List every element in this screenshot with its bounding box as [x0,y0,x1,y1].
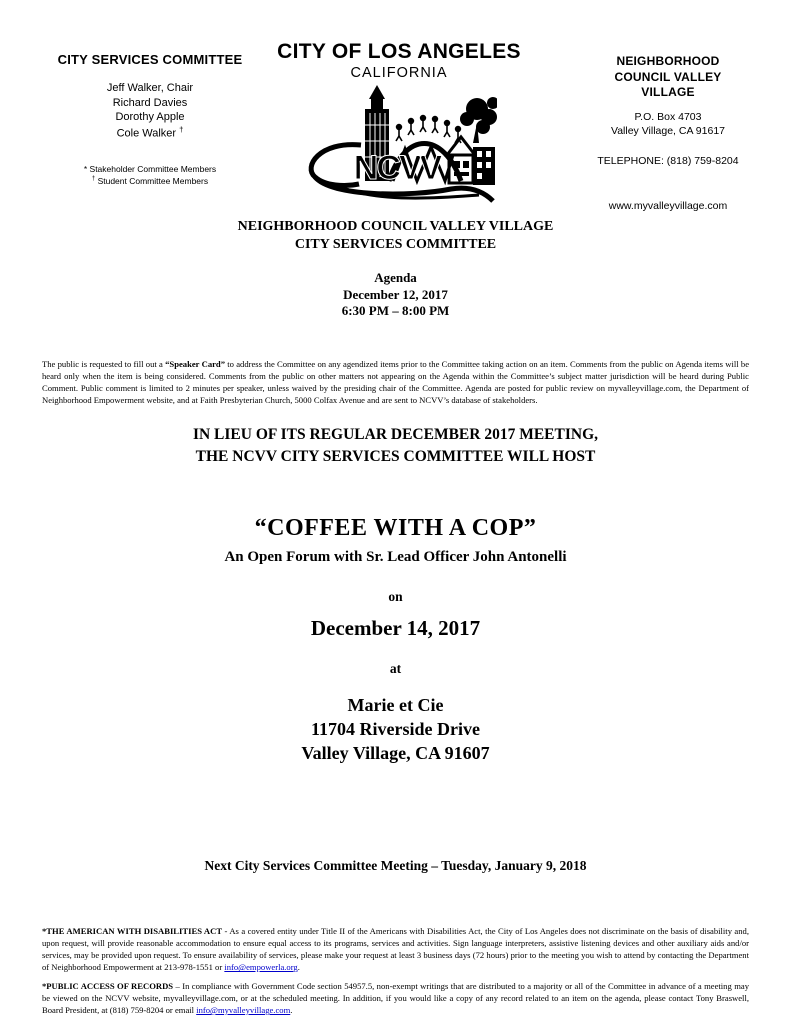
committee-header-block [38,52,262,187]
council-title: NEIGHBORHOOD COUNCIL VALLEY VILLAGE [614,54,722,100]
agenda-date: December 12, 2017 [343,286,448,302]
committee-member: Richard Davies [112,96,188,109]
ncvv-logo [301,83,497,205]
document-title-line1: NEIGHBORHOOD COUNCIL VALLEY VILLAGE [237,219,554,234]
venue-address1: 11704 Riverside Drive [311,718,480,739]
committee-title: CITY SERVICES COMMITTEE [57,52,243,67]
venue-address2: Valley Village, CA 91607 [301,742,490,763]
council-website: www.myvalleyvillage.com [608,200,728,213]
footnote-student: † Student Committee Members [91,176,209,187]
agenda-time: 6:30 PM – 8:00 PM [341,303,450,319]
committee-member: Dorothy Apple [115,111,185,124]
document-title [0,218,791,255]
agenda-heading [0,270,791,320]
city-title: CITY OF LOS ANGELES [277,40,521,63]
logo-tree [460,97,497,143]
word-at: at [389,661,402,676]
event-venue [0,694,791,766]
footnote-stakeholder: * Stakeholder Committee Members [83,163,217,174]
event-title: “COFFEE WITH A COP” [254,515,537,541]
ada-paragraph: *THE AMERICAN WITH DISABILITIES ACT - As a covered entity under Title II of the Americans with Disabilities Act, the City of Los Angeles does not discriminate on the basis of disability and, upon request, will provide reasonable accommodation to ensure equal access to its programs, services and activities. Sign language interpreters, assistive listening devices and other auxiliary aids and/or services, may be provided upon request. To ensure availability of services, please make your request at least 3 business days (72 hours) prior to the meeting you wish to attend by contacting the Department of Neighborhood Empowerment at 213-978-1551 or info@empowerla.org. [42,925,749,973]
in-lieu-announcement: IN LIEU OF ITS REGULAR DECEMBER 2017 MEETING, THE NCVV CITY SERVICES COMMITTEE WILL HOST [192,426,599,465]
state-subtitle: CALIFORNIA [350,65,448,81]
document-title-line2: CITY SERVICES COMMITTEE [294,237,497,253]
ada-heading: *THE AMERICAN WITH DISABILITIES ACT [42,925,223,936]
committee-member: Cole Walker † [116,124,184,140]
council-address: P.O. Box 4703 Valley Village, CA 91617 [610,110,726,137]
ncvv-email-link[interactable]: info@myvalleyvillage.com [196,1005,291,1015]
logo-pedestrians [396,116,461,143]
word-on: on [388,589,403,604]
speaker-card-bold: “Speaker Card” [165,358,226,369]
logo-ncvv-text: NCVV [353,149,441,187]
event-subtitle: An Open Forum with Sr. Lead Officer John Antonelli [224,549,567,565]
committee-members-list [38,81,262,141]
speaker-card-notice: The public is requested to fill out a “Speaker Card” to address the Committee on any agendized items prior to the Committee taking action on an item. Comments from the public on Agenda items will be heard only when the item is being considered. Comments from the public on other matters not appearing on the Agenda within the Committee’s subject matter jurisdiction will be heard during Public Comment. Public comment is limited to 2 minutes per speaker, unless waived by the presiding chair of the Committee. Agenda are posted for public review on myvalleyvillage.com, the Department of Neighborhood Empowerment website, and at Faith Presbyterian Church, 5000 Colfax Avenue and are sent to NCVV’s database of stakeholders. [42,358,750,405]
council-telephone: TELEPHONE: (818) 759-8204 [597,155,739,168]
records-heading: *PUBLIC ACCESS OF RECORDS [42,980,174,991]
empowerla-email-link[interactable]: info@empowerla.org [224,962,298,973]
committee-member: Jeff Walker, Chair [106,82,194,94]
agenda-label: Agenda [374,270,417,285]
council-header-block [578,54,758,212]
records-paragraph: *PUBLIC ACCESS OF RECORDS – In compliance with Government Code section 54957.5, non-exempt writings that are distributed to a majority or all of the Committee in advance of a meeting may be viewed on the NCVV website, myvalleyvillage.com, or at the scheduled meeting. In addition, if you would like a copy of any record related to an item on the agenda, please contact Tony Braswell, Board President, at (818) 759-8204 or email info@myvalleyvillage.com. [42,980,749,1015]
event-date: December 14, 2017 [310,616,481,640]
committee-footnotes [38,163,262,188]
venue-name: Marie et Cie [347,695,444,715]
logo-house [447,137,495,185]
next-meeting-line: Next City Services Committee Meeting – Tuesday, January 9, 2018 [204,858,587,873]
city-header-block [263,40,535,210]
dagger-mark: † [179,124,184,134]
